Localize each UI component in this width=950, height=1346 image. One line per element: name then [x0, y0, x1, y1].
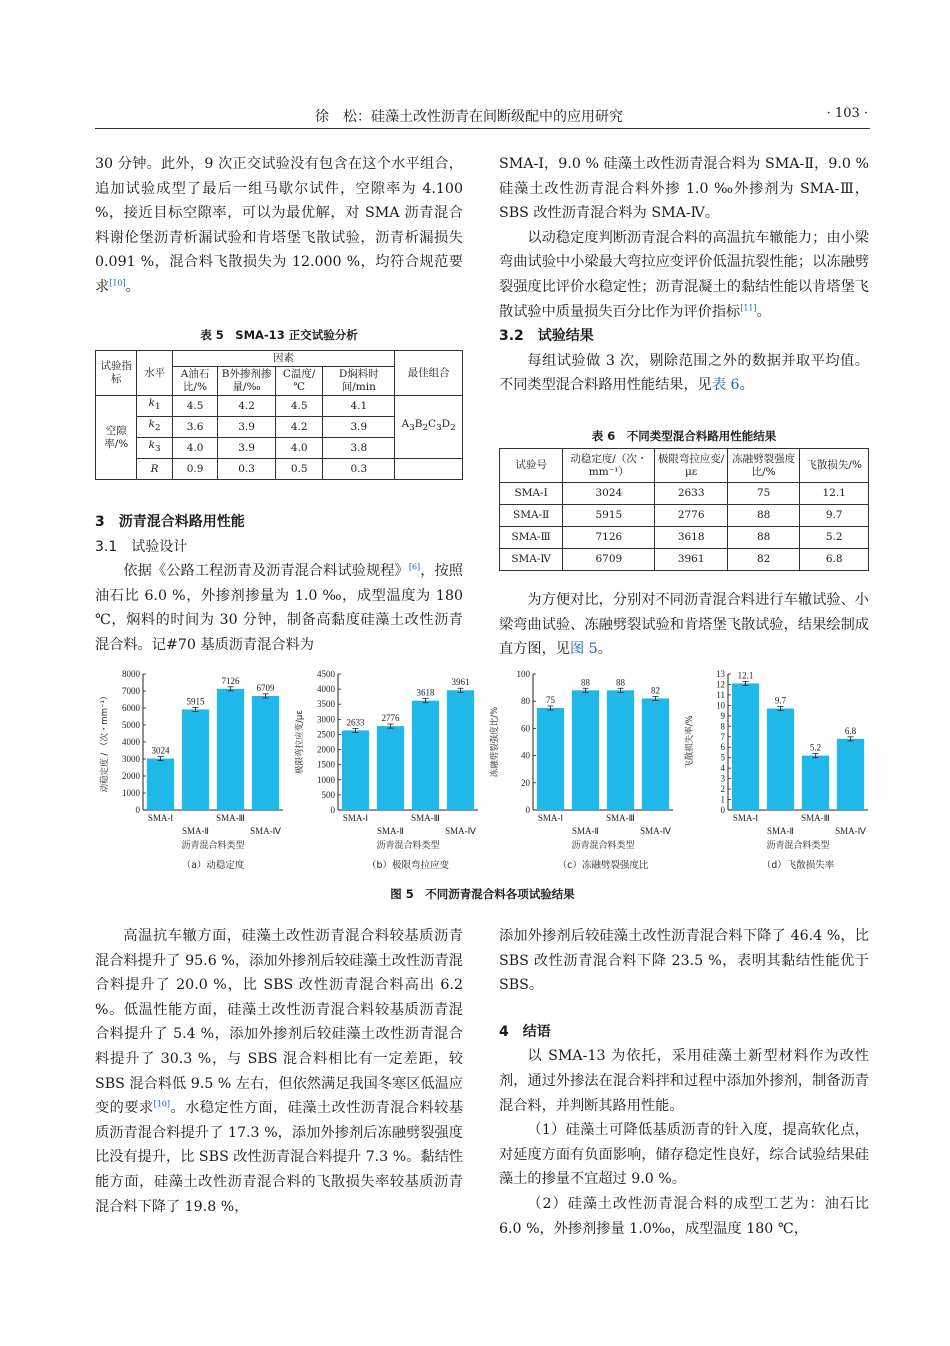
y-tick-label: 6 [720, 742, 725, 753]
chart-freeze-thaw [485, 664, 680, 882]
paragraph: 30 分钟。此外，9 次正交试验没有包含在这个水平组合，追加试验成型了最后一组马歇尔试件，空隙率为 4.100 %，接近目标空隙率，可以为最优解，对 SMA 沥青混合料谢伦堡沥青析漏试验和肯塔堡飞散试验，沥青析漏损失 0.091 %，混合料飞散损失为 12.000 %，均符合规范要求[10]。 [95, 156, 463, 295]
table-5-grid [95, 350, 463, 480]
y-tick-label: 20 [521, 777, 530, 788]
subsection-heading: 3.1 试验设计 [95, 538, 188, 555]
paragraph: 添加外掺剂后较硅藻土改性沥青混合料下降了 46.4 %，比 SBS 改性沥青混合料下降 23.5 %，表明其黏结性能优于 SBS。 [499, 928, 869, 994]
table-cell: 4.5 [172, 396, 217, 417]
paragraph: （1）硅藻土可降低基质沥青的针入度，提高软化点，对延度方面有负面影响，储存稳定性良好，综合试验结果硅藻土的掺量不宜超过 9.0 %。 [499, 1122, 869, 1188]
citation-link[interactable]: [11] [740, 302, 757, 312]
bar [642, 698, 669, 810]
x-axis-label: 沥青混合料类型 [181, 841, 245, 851]
table-header: 水平 [137, 351, 172, 396]
table-cell: 4.0 [275, 438, 323, 459]
table-cell: 0.5 [275, 459, 323, 480]
table-cell: 4.2 [275, 417, 323, 438]
running-header [95, 104, 870, 129]
y-tick-label: 1000 [122, 788, 140, 798]
table-cell: 12.1 [800, 483, 869, 505]
x-tick-label: SMA-Ⅰ [732, 813, 759, 823]
x-tick-label: SMA-Ⅲ [216, 813, 245, 823]
paragraph: 依据《公路工程沥青及沥青混合料试验规程》[6]，按照油石比 6.0 %，外掺剂掺量为 1.0 ‰，成型温度为 180 ℃，焖料的时间为 30 分钟，制备高黏度硅藻土改性沥青混合料。记#70 基质沥青混合料为 [95, 562, 463, 653]
table-header: C温度/℃ [275, 367, 323, 396]
table-cell: $k_3$ [137, 438, 172, 459]
y-tick-label: 3000 [122, 754, 140, 764]
bar [837, 739, 864, 810]
table-cell: R [137, 459, 172, 480]
x-tick-label: SMA-Ⅰ [537, 813, 564, 823]
y-tick-label: 0 [135, 805, 140, 815]
x-axis-label: 沥青混合料类型 [571, 841, 635, 851]
y-tick-label: 1000 [317, 774, 335, 785]
table-header: 试验指标 [96, 351, 137, 396]
table-header: D焖料时间/min [323, 367, 395, 396]
y-tick-label: 13 [716, 669, 725, 679]
table-cell: 6709 [563, 549, 655, 571]
table-header: 极限弯拉应变/με [655, 449, 728, 483]
right-column-bottom [499, 924, 869, 1241]
table-header: A油石比/% [172, 367, 217, 396]
y-tick-label: 0 [525, 805, 530, 815]
data-label: 5915 [186, 696, 205, 707]
x-tick-label: SMA-Ⅲ [606, 813, 635, 823]
y-axis-label: 冻融劈裂强度比/% [490, 706, 500, 778]
right-column-top [499, 152, 869, 398]
chart-scattering-loss [680, 664, 875, 882]
header-title: 徐 松：硅藻土改性沥青在间断级配中的应用研究 [315, 109, 623, 125]
y-tick-label: 5 [720, 752, 725, 763]
y-axis-label: 极限弯拉应变/με [295, 710, 305, 774]
data-label: 3961 [451, 677, 470, 688]
x-tick-label: SMA-Ⅲ [411, 813, 440, 823]
table-cell: SMA-Ⅰ [500, 483, 563, 505]
table-cell: 2633 [655, 483, 728, 505]
table-5 [95, 327, 463, 480]
x-axis-label: 沥青混合料类型 [376, 841, 440, 851]
table-cell: 3.9 [323, 417, 395, 438]
data-label: 7126 [221, 675, 240, 686]
table-cell: SMA-Ⅳ [500, 549, 563, 571]
table-cell: 88 [727, 527, 799, 549]
y-tick-label: 10 [716, 700, 725, 711]
y-tick-label: 1500 [317, 759, 335, 770]
table-cell: 7126 [563, 527, 655, 549]
table-cell: 3.9 [218, 438, 276, 459]
paragraph: 以动稳定度判断沥青混合料的高温抗车辙能力；由小梁弯曲试验中小梁最大弯拉应变评价低温抗裂性能；以冻融劈裂强度比评价水稳定性；沥青混凝土的黏结性能以肯塔堡飞散试验中质量损失百分比作为评价指标[11]。 [499, 229, 869, 320]
y-tick-label: 0 [720, 805, 725, 815]
table-cell: 4.1 [323, 396, 395, 417]
bar [342, 730, 369, 810]
chart-title: （d）飞散损失率 [761, 860, 835, 871]
y-axis-label: 动稳定度 / （次・mm⁻¹） [100, 691, 110, 793]
y-tick-label: 7000 [122, 686, 140, 696]
y-tick-label: 12 [716, 679, 725, 690]
table-cell: 4.0 [172, 438, 217, 459]
table-cell: 3961 [655, 549, 728, 571]
data-label: 75 [546, 694, 555, 705]
paragraph: 高温抗车辙方面，硅藻土改性沥青混合料较基质沥青混合料提升了 95.6 %，添加外掺剂后较硅藻土改性沥青混合料提升了 20.0 %，比 SBS 改性沥青混合料高出 6.2 %。低温性能方面，硅藻土改性沥青混合料较基质沥青混合料提升了 5.4 %，添加外掺剂后较硅藻土改性沥青混合料提升了 30.3 %，与 SBS 混合料相比有一定差距，较 SBS 混合料低 9.5 % 左右，但依然满足我国冬寒区低温应变的要求[10]。水稳定性方面，硅藻土改性沥青混合料较基质沥青混合料提升了 17.3 %，添加外掺剂后冻融劈裂强度比没有提升，比 SBS 改性沥青混合料提升 7.3 %。黏结性能方面，硅藻土改性沥青混合料的飞散损失率较基质沥青混合料下降了 19.8 %， [95, 928, 463, 1215]
paragraph: 以 SMA-13 为依托，采用硅藻土新型材料作为改性剂，通过外掺法在混合料拌和过程中添加外掺剂，制备沥青混合料，并判断其路用性能。 [499, 1048, 869, 1114]
table-header: 飞散损失/% [800, 449, 869, 483]
y-tick-label: 4000 [122, 737, 140, 747]
bar [412, 701, 439, 810]
x-tick-label: SMA-Ⅱ [572, 826, 599, 836]
table-cell: 3.9 [218, 417, 276, 438]
data-label: 6.8 [844, 725, 857, 736]
y-tick-label: 9 [720, 710, 725, 721]
table-cell: 82 [727, 549, 799, 571]
table-6-caption: 表 6 不同类型混合料路用性能结果 [591, 429, 777, 443]
table-cell: 5915 [563, 505, 655, 527]
table-cell: 4.5 [275, 396, 323, 417]
table-6 [499, 429, 869, 571]
data-label: 6709 [256, 682, 275, 693]
bar [537, 708, 564, 810]
citation-link[interactable]: [6] [408, 562, 421, 572]
figure-5-caption: 图 5 不同沥青混合料各项试验结果 [390, 887, 575, 901]
y-tick-label: 60 [521, 723, 530, 734]
left-column-top [95, 152, 463, 300]
y-tick-label: 2000 [317, 744, 335, 755]
x-tick-label: SMA-Ⅳ [250, 826, 281, 836]
x-tick-label: SMA-Ⅳ [445, 826, 476, 836]
bar [377, 726, 404, 810]
data-label: 2776 [381, 713, 400, 724]
bar [447, 690, 474, 810]
table-header: 最佳组合 [395, 351, 463, 396]
y-tick-label: 40 [521, 750, 530, 761]
data-label: 2633 [346, 717, 365, 728]
y-tick-label: 2500 [317, 729, 335, 740]
y-tick-label: 2 [720, 784, 725, 795]
table-cell: 3618 [655, 527, 728, 549]
paragraph: 为方便对比，分别对不同沥青混合料进行车辙试验、小梁弯曲试验、冻融劈裂试验和肯塔堡飞散试验，结果绘制成直方图，见图 5。 [499, 592, 869, 658]
y-tick-label: 8 [720, 721, 725, 732]
y-tick-label: 4 [720, 763, 725, 774]
table-cell: 6.8 [800, 549, 869, 571]
table-cell: 2776 [655, 505, 728, 527]
x-tick-label: SMA-Ⅳ [640, 826, 671, 836]
table-cell: 3.6 [172, 417, 217, 438]
data-label: 88 [581, 677, 590, 688]
chart-title: （c）冻融劈裂强度比 [557, 860, 649, 871]
section-heading: 3 沥青混合料路用性能 [95, 514, 245, 530]
table-cell: 9.7 [800, 505, 869, 527]
table-5-caption: 表 5 SMA-13 正交试验分析 [200, 328, 358, 342]
citation-link[interactable]: [10] [109, 278, 126, 288]
table-cell: SMA-Ⅲ [500, 527, 563, 549]
table-cell: $A_3B_2C_3D_2$ [395, 396, 463, 459]
section-heading: 4 结语 [499, 1023, 551, 1040]
figure-link[interactable]: 图 5 [569, 641, 598, 658]
table-cell: 3024 [563, 483, 655, 505]
bar [217, 689, 244, 810]
bar [147, 759, 174, 810]
bar [182, 709, 209, 810]
x-tick-label: SMA-Ⅰ [147, 813, 174, 823]
table-cell: 3.8 [323, 438, 395, 459]
y-tick-label: 1 [720, 794, 725, 805]
chart-title: （a）动稳定度 [181, 860, 245, 871]
y-tick-label: 4000 [317, 684, 335, 695]
citation-link[interactable]: [10] [153, 1099, 171, 1109]
paragraph: SMA-Ⅰ，9.0 % 硅藻土改性沥青混合料为 SMA-Ⅱ，9.0 % 硅藻土改性沥青混合料外掺 1.0 ‰外掺剂为 SMA-Ⅲ，SBS 改性沥青混合料为 SMA-Ⅳ。 [499, 156, 869, 222]
y-tick-label: 3500 [317, 699, 335, 710]
y-tick-label: 3 [720, 773, 725, 784]
y-tick-label: 500 [321, 789, 335, 800]
data-label: 9.7 [774, 695, 787, 706]
table-cell: $k_2$ [137, 417, 172, 438]
table-header: 动稳定度/（次・mm⁻¹） [563, 449, 655, 483]
bar [802, 756, 829, 810]
table-header: 试验号 [500, 449, 563, 483]
y-tick-label: 6000 [122, 703, 140, 713]
x-tick-label: SMA-Ⅲ [801, 813, 830, 823]
table-cell: 0.3 [218, 459, 276, 480]
x-axis-label: 沥青混合料类型 [766, 841, 830, 851]
x-tick-label: SMA-Ⅱ [767, 826, 794, 836]
table-cell: SMA-Ⅱ [500, 505, 563, 527]
x-tick-label: SMA-Ⅳ [835, 826, 866, 836]
x-tick-label: SMA-Ⅰ [342, 813, 369, 823]
table-cell: 0.3 [323, 459, 395, 480]
chart-title: （b）极限弯拉应变 [366, 860, 450, 871]
table-cell: 88 [727, 505, 799, 527]
data-label: 3618 [416, 687, 435, 698]
chart-dynamic-stability [95, 664, 290, 882]
bar [732, 683, 759, 810]
left-column-bottom [95, 924, 463, 1219]
data-label: 82 [651, 685, 660, 696]
table-link[interactable]: 表 6 [711, 377, 740, 394]
y-tick-label: 100 [516, 669, 530, 679]
y-tick-label: 3000 [317, 714, 335, 725]
table-cell: 4.2 [218, 396, 276, 417]
right-column-mid [499, 588, 869, 662]
table-6-grid [499, 448, 869, 571]
y-tick-label: 8000 [122, 669, 140, 679]
paragraph: 每组试验做 3 次，剔除范围之外的数据并取平均值。不同类型混合料路用性能结果，见表 6。 [499, 352, 869, 394]
page-number: · 103 · [826, 106, 868, 121]
chart-flexural-strain [290, 664, 485, 882]
subsection-heading: 3.2 试验结果 [499, 328, 594, 345]
section-3 [95, 510, 463, 658]
y-tick-label: 2000 [122, 771, 140, 781]
paragraph: （2）硅藻土改性沥青混合料的成型工艺为：油石比 6.0 %，外掺剂掺量 1.0‰，成型温度 180 ℃， [499, 1195, 869, 1237]
data-label: 88 [616, 677, 625, 688]
y-tick-label: 80 [521, 696, 530, 707]
y-tick-label: 11 [716, 689, 725, 700]
bar [767, 709, 794, 810]
y-tick-label: 0 [330, 805, 335, 815]
x-tick-label: SMA-Ⅱ [377, 826, 404, 836]
table-header: 冻融劈裂强度比/% [727, 449, 799, 483]
table-cell: 0.9 [172, 459, 217, 480]
data-label: 3024 [151, 745, 170, 756]
y-tick-label: 7 [720, 731, 725, 742]
table-cell: 5.2 [800, 527, 869, 549]
bar [607, 690, 634, 810]
data-label: 12.1 [737, 670, 754, 681]
y-axis-label: 飞散损失率/% [685, 715, 695, 769]
x-tick-label: SMA-Ⅱ [182, 826, 209, 836]
data-label: 5.2 [809, 742, 822, 753]
y-tick-label: 4500 [317, 669, 335, 679]
table-cell [395, 459, 463, 480]
table-cell: 空隙率/% [96, 396, 137, 480]
table-header: 因素 [172, 351, 394, 367]
table-cell: $k_1$ [137, 396, 172, 417]
bar [252, 696, 279, 810]
y-tick-label: 5000 [122, 720, 140, 730]
table-header: B外掺剂掺量/‰ [218, 367, 276, 396]
table-cell: 75 [727, 483, 799, 505]
bar [572, 690, 599, 810]
